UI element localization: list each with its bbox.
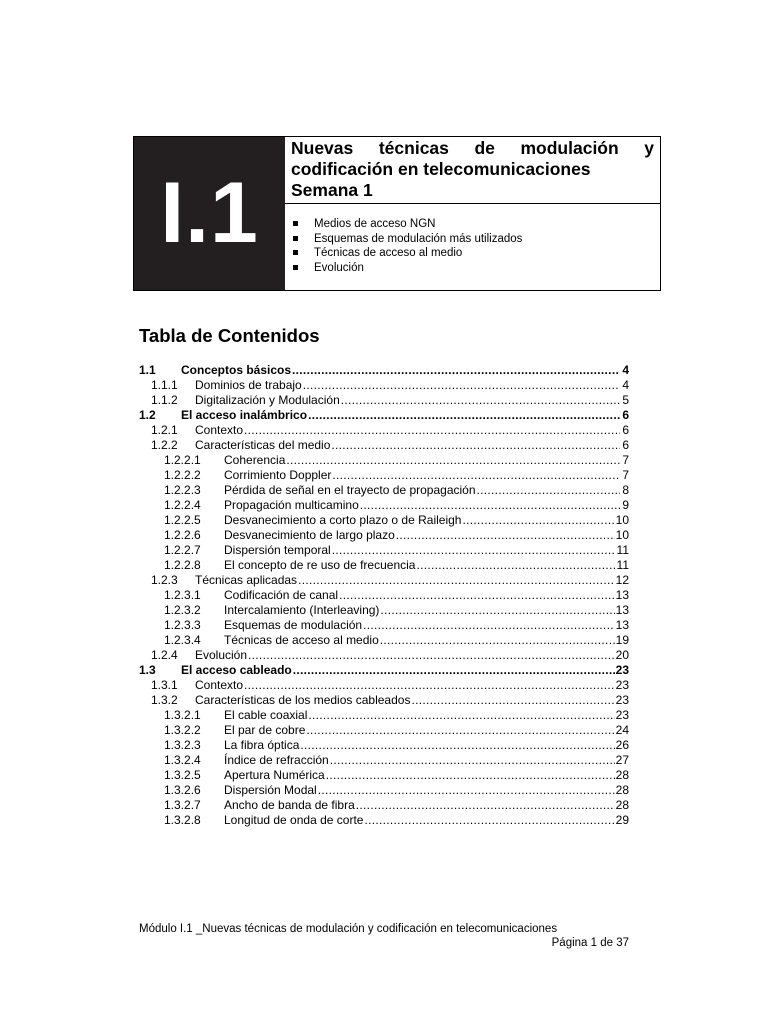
toc-entry-title: Esquemas de modulación	[224, 618, 363, 632]
toc-entry-title: Longitud de onda de corte	[224, 813, 364, 827]
toc-dot-leader	[303, 378, 620, 393]
toc-dot-leader	[416, 558, 615, 573]
toc-entry-title: Propagación multicamino	[224, 498, 359, 512]
toc-entry-page: 7	[622, 468, 629, 482]
module-title-line-1	[291, 138, 654, 159]
toc-entry[interactable]	[139, 618, 629, 633]
toc-entry-page: 6	[622, 423, 629, 437]
toc-entry-title: La fibra óptica	[224, 738, 300, 752]
toc-entry-title: Pérdida de señal en el trayecto de propagación	[224, 483, 476, 497]
toc-dot-leader	[356, 798, 615, 813]
toc-entry-number: 1.3.2	[151, 693, 178, 707]
toc-dot-leader	[363, 618, 615, 633]
toc-entry-number: 1.2.3.2	[164, 603, 201, 617]
toc-entry-number: 1.2.3.3	[164, 618, 201, 632]
toc-entry[interactable]	[139, 423, 629, 438]
toc-dot-leader	[331, 438, 620, 453]
toc-entry-number: 1.3.2.7	[164, 798, 201, 812]
toc-entry[interactable]	[139, 768, 629, 783]
toc-dot-leader	[332, 543, 616, 558]
toc-entry-page: 11	[616, 543, 629, 557]
toc-dot-leader	[248, 648, 615, 663]
toc-entry-number: 1.2.2.8	[164, 558, 201, 572]
toc-entry-title: Codificación de canal	[224, 588, 339, 602]
toc-entry-page: 28	[615, 798, 629, 812]
toc-dot-leader	[306, 723, 614, 738]
toc-entry[interactable]	[139, 648, 629, 663]
toc-entry-number: 1.2.2.6	[164, 528, 201, 542]
toc-entry-number: 1.2.2.7	[164, 543, 201, 557]
toc-entry-number: 1.2.2.5	[164, 513, 201, 527]
toc-entry[interactable]	[139, 378, 629, 393]
toc-entry-page: 5	[622, 393, 629, 407]
topic-item: Evolución	[291, 261, 660, 276]
toc-entry-title: Intercalamiento (Interleaving)	[224, 603, 380, 617]
title-word: modulación	[520, 138, 619, 158]
toc-entry-title: El acceso inalámbrico	[181, 408, 308, 422]
toc-entry-title: Ancho de banda de fibra	[224, 798, 355, 812]
table-of-contents	[139, 363, 629, 828]
toc-entry-number: 1.2	[139, 408, 156, 422]
toc-dot-leader	[293, 663, 615, 678]
toc-entry-page: 29	[615, 813, 629, 827]
title-word: Nuevas	[291, 138, 354, 158]
toc-entry[interactable]	[139, 558, 629, 573]
toc-dot-leader	[462, 513, 614, 528]
toc-entry[interactable]	[139, 753, 629, 768]
toc-entry[interactable]	[139, 678, 629, 693]
toc-entry-page: 12	[615, 573, 629, 587]
toc-dot-leader	[360, 498, 620, 513]
toc-entry-title: Dispersión Modal	[224, 783, 317, 797]
toc-entry-number: 1.3.2.4	[164, 753, 201, 767]
toc-entry-page: 9	[622, 498, 629, 512]
toc-entry-page: 11	[616, 558, 629, 572]
toc-dot-leader	[330, 753, 615, 768]
toc-entry-number: 1.1	[139, 363, 156, 377]
toc-entry-page: 6	[622, 408, 629, 422]
toc-dot-leader	[332, 468, 620, 483]
toc-entry-page: 6	[622, 438, 629, 452]
toc-entry[interactable]	[139, 468, 629, 483]
toc-entry[interactable]	[139, 483, 629, 498]
toc-entry-number: 1.2.3.1	[164, 588, 201, 602]
toc-entry-title: Contexto	[195, 678, 244, 692]
toc-entry-title: El cable coaxial	[224, 708, 308, 722]
toc-entry-number: 1.3	[139, 663, 156, 677]
toc-dot-leader	[308, 408, 620, 423]
toc-entry[interactable]	[139, 603, 629, 618]
toc-entry[interactable]	[139, 528, 629, 543]
module-topics-list	[285, 204, 660, 275]
toc-entry-page: 28	[615, 783, 629, 797]
toc-dot-leader	[244, 678, 615, 693]
toc-entry[interactable]	[139, 438, 629, 453]
toc-entry-title: Contexto	[195, 423, 244, 437]
toc-entry-number: 1.3.1	[151, 678, 178, 692]
toc-dot-leader	[298, 573, 615, 588]
toc-entry-page: 28	[615, 768, 629, 782]
toc-entry-page: 13	[615, 603, 629, 617]
toc-entry[interactable]	[139, 363, 629, 378]
toc-entry-number: 1.3.2.3	[164, 738, 201, 752]
toc-entry[interactable]	[139, 663, 629, 678]
toc-entry-number: 1.3.2.5	[164, 768, 201, 782]
toc-entry-page: 4	[622, 378, 629, 392]
toc-entry-title: Dominios de trabajo	[195, 378, 302, 392]
toc-entry-number: 1.3.2.2	[164, 723, 201, 737]
title-word: de	[474, 138, 495, 158]
toc-entry[interactable]	[139, 633, 629, 648]
toc-dot-leader	[292, 363, 620, 378]
toc-entry-page: 13	[615, 588, 629, 602]
toc-entry-title: Apertura Numérica	[224, 768, 325, 782]
module-number: I.1	[134, 137, 285, 290]
toc-dot-leader	[308, 708, 614, 723]
toc-entry-title: Técnicas aplicadas	[195, 573, 298, 587]
toc-entry[interactable]	[139, 573, 629, 588]
toc-entry[interactable]	[139, 723, 629, 738]
title-word: técnicas	[378, 138, 449, 158]
toc-entry-number: 1.2.4	[151, 648, 178, 662]
toc-entry-title: Índice de refracción	[224, 753, 329, 767]
toc-entry-page: 23	[615, 693, 629, 707]
toc-entry-number: 1.3.2.8	[164, 813, 201, 827]
footer-module-line: Módulo I.1 _Nuevas técnicas de modulación y codificación en telecomunicaciones	[139, 923, 558, 935]
toc-entry-number: 1.1.1	[151, 378, 178, 392]
toc-entry[interactable]	[139, 708, 629, 723]
module-header	[133, 136, 661, 291]
toc-entry-page: 27	[615, 753, 629, 767]
toc-entry-number: 1.3.2.1	[164, 708, 201, 722]
toc-dot-leader	[300, 738, 614, 753]
toc-dot-leader	[477, 483, 620, 498]
module-week: Semana 1	[291, 180, 373, 200]
toc-entry-number: 1.2.2.1	[164, 453, 201, 467]
toc-entry-title: Conceptos básicos	[181, 363, 292, 377]
toc-entry-number: 1.1.2	[151, 393, 178, 407]
toc-entry[interactable]	[139, 783, 629, 798]
toc-entry-title: Dispersión temporal	[224, 543, 331, 557]
toc-entry[interactable]	[139, 453, 629, 468]
toc-entry[interactable]	[139, 498, 629, 513]
toc-dot-leader	[286, 453, 620, 468]
toc-entry-number: 1.2.2.3	[164, 483, 201, 497]
toc-entry-title: Coherencia	[224, 453, 286, 467]
toc-entry-page: 23	[615, 678, 629, 692]
toc-dot-leader	[380, 633, 615, 648]
toc-entry-title: Características de los medios cableados	[195, 693, 411, 707]
toc-entry-number: 1.2.2.2	[164, 468, 201, 482]
toc-entry-page: 7	[622, 453, 629, 467]
toc-entry-page: 10	[615, 528, 629, 542]
toc-dot-leader	[380, 603, 614, 618]
toc-entry[interactable]	[139, 408, 629, 423]
module-title-line-2: codificación en telecomunicaciones	[291, 159, 591, 179]
toc-entry-page: 8	[622, 483, 629, 497]
toc-entry-number: 1.2.1	[151, 423, 178, 437]
toc-dot-leader	[244, 423, 620, 438]
toc-entry-page: 19	[615, 633, 629, 647]
toc-entry[interactable]	[139, 513, 629, 528]
toc-entry-page: 10	[615, 513, 629, 527]
toc-entry-number: 1.2.3	[151, 573, 178, 587]
toc-entry[interactable]	[139, 738, 629, 753]
toc-entry[interactable]	[139, 588, 629, 603]
toc-entry-page: 23	[615, 663, 629, 677]
toc-entry-title: El acceso cableado	[181, 663, 292, 677]
toc-entry-title: Características del medio	[195, 438, 331, 452]
toc-dot-leader	[318, 783, 615, 798]
toc-entry[interactable]	[139, 798, 629, 813]
toc-dot-leader	[326, 768, 615, 783]
toc-dot-leader	[364, 813, 614, 828]
toc-entry-title: Corrimiento Doppler	[224, 468, 332, 482]
module-header-content	[285, 137, 660, 290]
topic-item: Técnicas de acceso al medio	[291, 246, 660, 261]
toc-entry-page: 26	[615, 738, 629, 752]
toc-dot-leader	[396, 528, 615, 543]
toc-entry-page: 4	[622, 363, 629, 377]
toc-dot-leader	[339, 588, 615, 603]
topic-item: Medios de acceso NGN	[291, 217, 660, 232]
toc-entry-title: Evolución	[195, 648, 248, 662]
toc-entry[interactable]	[139, 393, 629, 408]
toc-entry-title: Digitalización y Modulación	[195, 393, 340, 407]
toc-entry[interactable]	[139, 693, 629, 708]
toc-entry-title: El par de cobre	[224, 723, 306, 737]
toc-entry-title: Desvanecimiento a corto plazo o de Raileigh	[224, 513, 462, 527]
toc-dot-leader	[341, 393, 620, 408]
toc-entry-number: 1.3.2.6	[164, 783, 201, 797]
toc-entry[interactable]	[139, 543, 629, 558]
topic-item: Esquemas de modulación más utilizados	[291, 232, 660, 247]
toc-entry-page: 23	[615, 708, 629, 722]
toc-entry-page: 13	[615, 618, 629, 632]
toc-entry-page: 24	[615, 723, 629, 737]
toc-entry-title: Desvanecimiento de largo plazo	[224, 528, 395, 542]
toc-entry-title: El concepto de re uso de frecuencia	[224, 558, 416, 572]
toc-entry-number: 1.2.2	[151, 438, 178, 452]
toc-entry[interactable]	[139, 813, 629, 828]
toc-entry-title: Técnicas de acceso al medio	[224, 633, 379, 647]
footer-page-number: Página 1 de 37	[551, 937, 629, 949]
toc-entry-number: 1.2.2.4	[164, 498, 201, 512]
toc-heading: Tabla de Contenidos	[139, 325, 320, 346]
title-word: y	[644, 138, 654, 158]
toc-dot-leader	[411, 693, 614, 708]
module-title	[285, 137, 660, 204]
toc-entry-number: 1.2.3.4	[164, 633, 201, 647]
toc-entry-page: 20	[615, 648, 629, 662]
